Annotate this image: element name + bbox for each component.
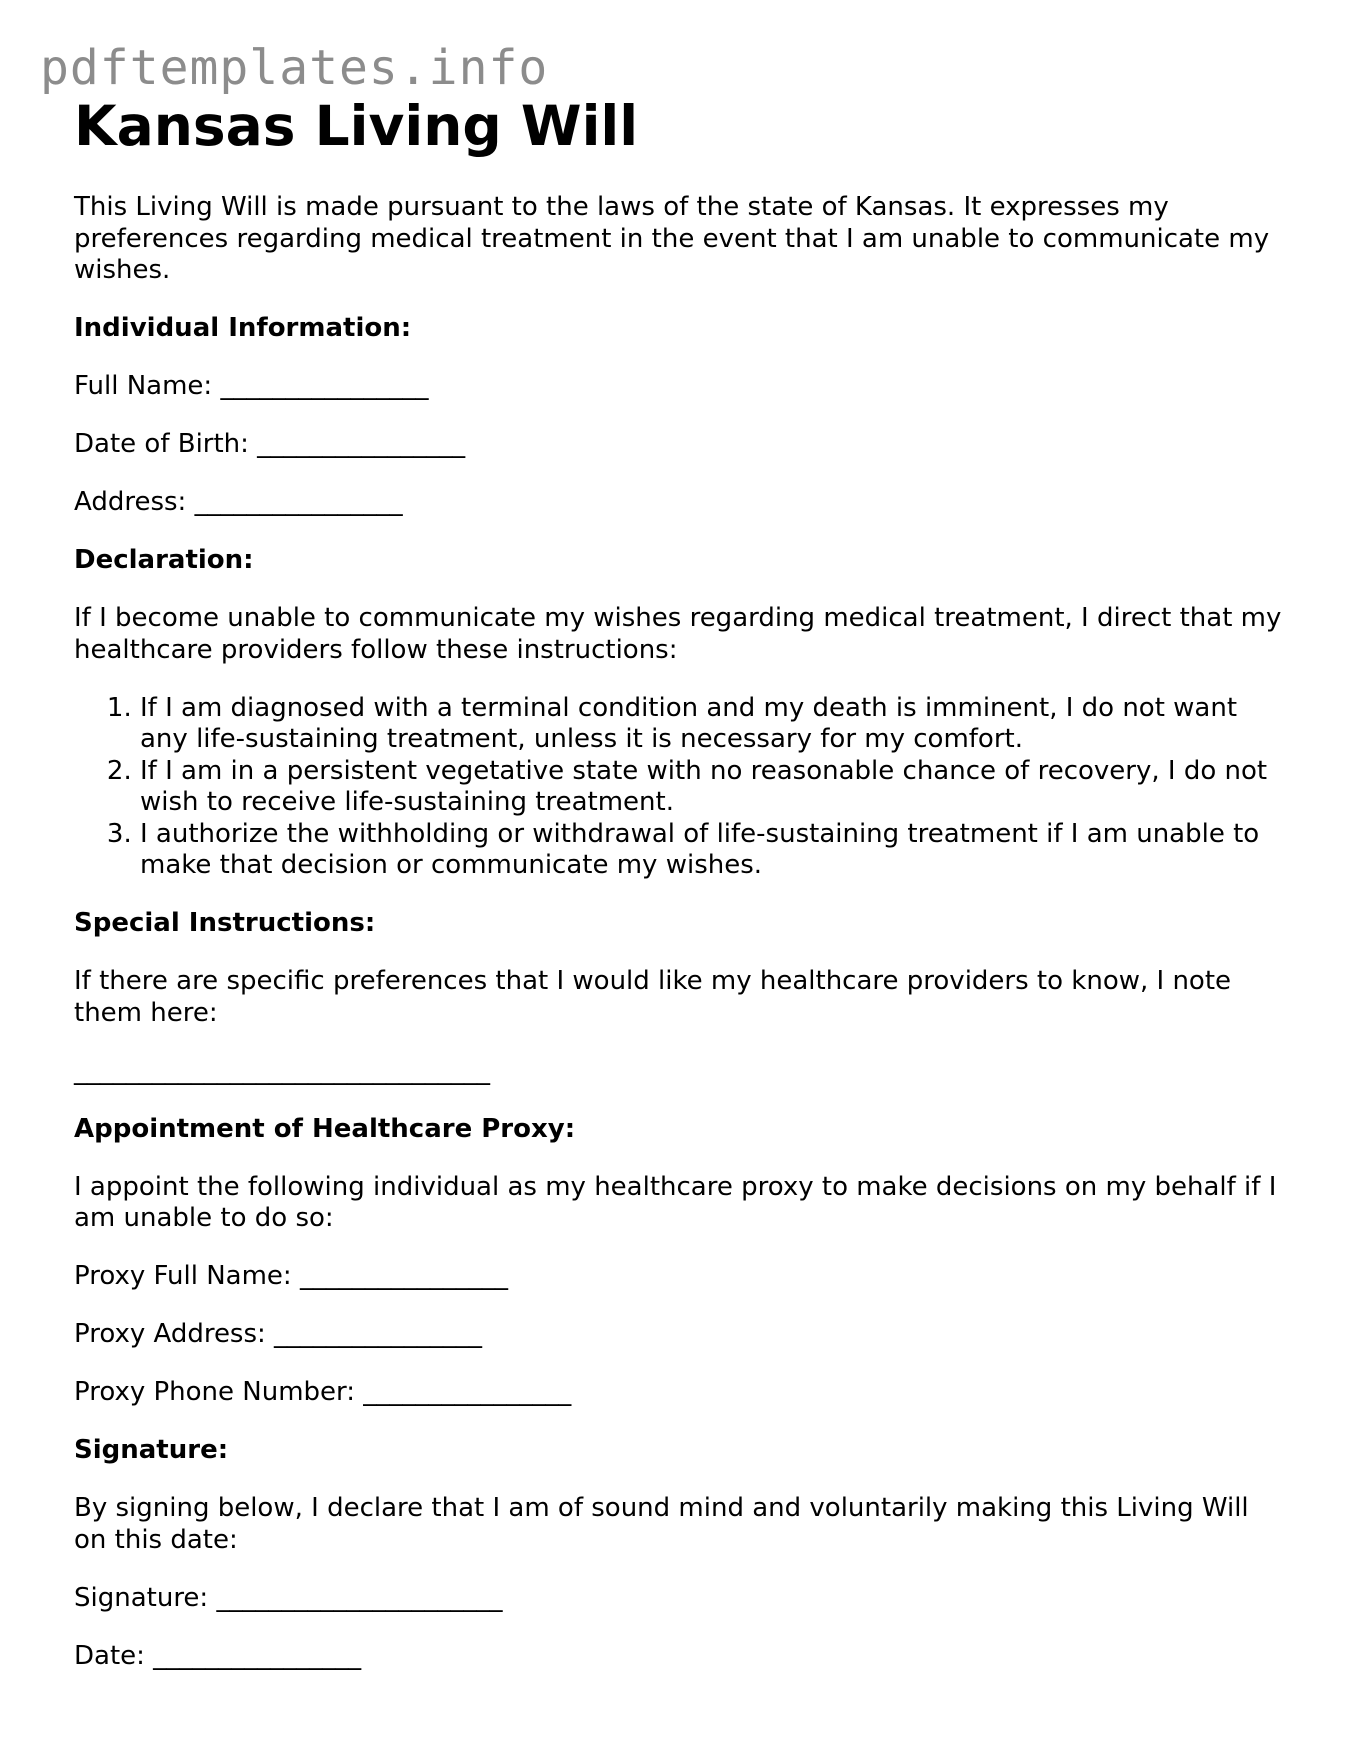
document-body: [74, 192, 1284, 1699]
date-of-birth-field: Date of Birth: ________________: [74, 429, 466, 459]
declaration-text: If I become unable to communicate my wishes regarding medical treatment, I direct that my healthcare providers follow these instructions:: [74, 603, 1282, 665]
individual-information-heading: Individual Information:: [74, 313, 412, 343]
proxy-address-field: Proxy Address: ________________: [74, 1319, 483, 1349]
signature-text: By signing below, I declare that I am of sound mind and voluntarily making this Living Will on this date:: [74, 1493, 1249, 1555]
special-instructions-heading: Special Instructions:: [74, 908, 376, 938]
document-title: Kansas Living Will: [74, 94, 639, 158]
list-item: 2. If I am in a persistent vegetative state with no reasonable chance of recovery, I do not wish to receive life-sustaining treatment.: [140, 756, 1284, 819]
full-name-field: Full Name: ________________: [74, 371, 429, 401]
special-instructions-text: If there are specific preferences that I would like my healthcare providers to know, I note them here:: [74, 966, 1232, 1028]
declaration-heading: Declaration:: [74, 545, 254, 575]
list-item: 3. I authorize the withholding or withdrawal of life-sustaining treatment if I am unable to make that decision or communicate my wishes.: [140, 819, 1284, 882]
signature-field: Signature: ______________________: [74, 1582, 503, 1613]
instructions-list: [74, 693, 1284, 882]
signature-heading: Signature:: [74, 1435, 229, 1465]
healthcare-proxy-text: I appoint the following individual as my healthcare proxy to make decisions on my behalf if I am unable to do so:: [74, 1171, 1277, 1233]
watermark: pdftemplates.info: [40, 40, 549, 96]
list-item: 1. If I am diagnosed with a terminal condition and my death is imminent, I do not want any life-sustaining treatment, unless it is necessary for my comfort.: [140, 693, 1284, 756]
date-field: Date: ________________: [74, 1640, 362, 1671]
address-field: Address: ________________: [74, 487, 403, 517]
proxy-full-name-field: Proxy Full Name: ________________: [74, 1261, 508, 1291]
intro-paragraph: This Living Will is made pursuant to the laws of the state of Kansas. It expresses my preferences regarding medical treatment in the event that I am unable to communicate my wishes.: [74, 192, 1270, 285]
special-instructions-line: ________________________________: [74, 1055, 490, 1086]
proxy-phone-field: Proxy Phone Number: ________________: [74, 1377, 572, 1407]
healthcare-proxy-heading: Appointment of Healthcare Proxy:: [74, 1113, 576, 1144]
